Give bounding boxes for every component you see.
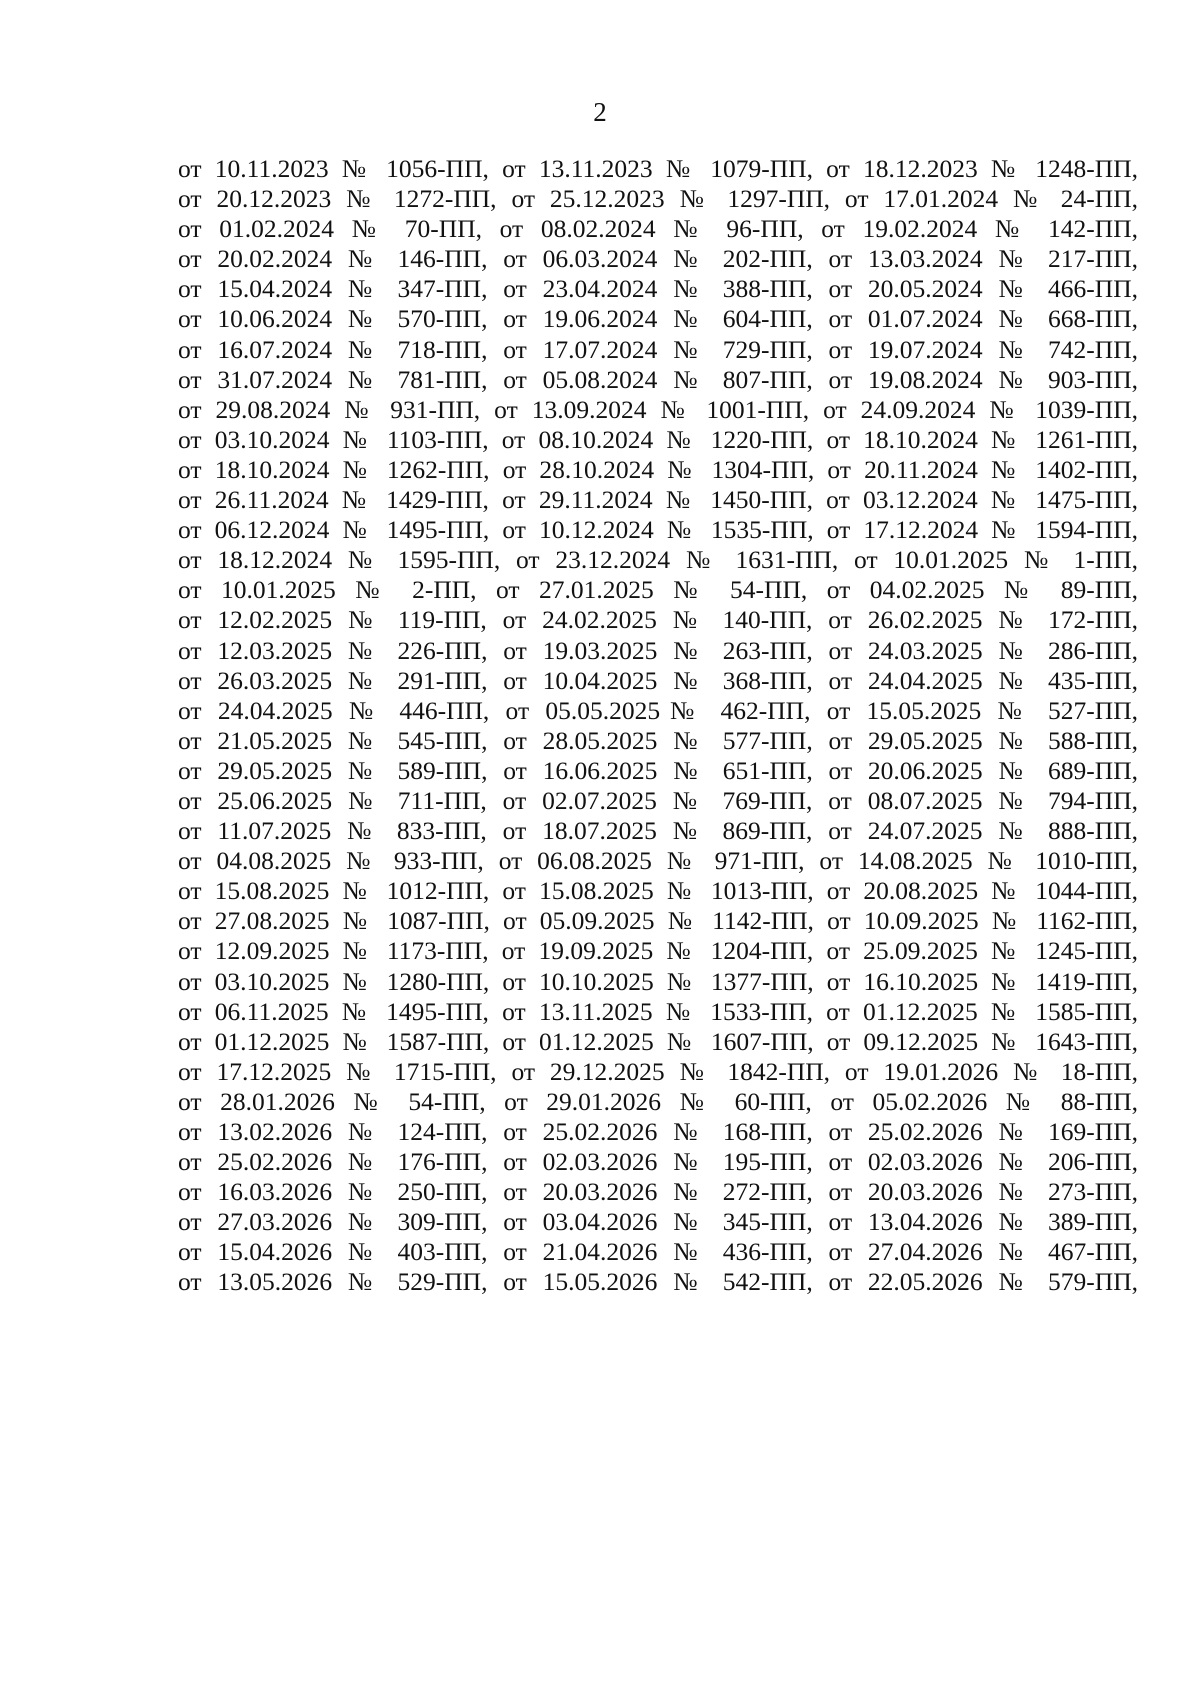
text-line: от 10.06.2024 № 570-ПП, от 19.06.2024 № 604-ПП, от 01.07.2024 № 668-ПП, [178, 304, 1138, 334]
text-line: от 25.02.2026 № 176-ПП, от 02.03.2026 № 195-ПП, от 02.03.2026 № 206-ПП, [178, 1147, 1138, 1177]
text-line: от 13.05.2026 № 529-ПП, от 15.05.2026 № 542-ПП, от 22.05.2026 № 579-ПП, [178, 1267, 1138, 1297]
text-line: от 26.03.2025 № 291-ПП, от 10.04.2025 № 368-ПП, от 24.04.2025 № 435-ПП, [178, 665, 1138, 695]
text-line: от 13.02.2026 № 124-ПП, от 25.02.2026 № 168-ПП, от 25.02.2026 № 169-ПП, [178, 1117, 1138, 1146]
text-line: от 12.03.2025 № 226-ПП, от 19.03.2025 № 263-ПП, от 24.03.2025 № 286-ПП, [178, 635, 1138, 665]
text-line: от 03.10.2024 № 1103-ПП, от 08.10.2024 № 1220-ПП, от 18.10.2024 № 1261-ПП, [178, 424, 1138, 454]
text-line: от 29.05.2025 № 589-ПП, от 16.06.2025 № 651-ПП, от 20.06.2025 № 689-ПП, [178, 755, 1138, 785]
text-line: от 11.07.2025 № 833-ПП, от 18.07.2025 № 869-ПП, от 24.07.2025 № 888-ПП, [178, 816, 1138, 846]
text-line: от 12.09.2025 № 1173-ПП, от 19.09.2025 № 1204-ПП, от 25.09.2025 № 1245-ПП, [178, 936, 1138, 966]
text-line: от 25.06.2025 № 711-ПП, от 02.07.2025 № 769-ПП, от 08.07.2025 № 794-ПП, [178, 785, 1138, 815]
text-line: от 28.01.2026 № 54-ПП, от 29.01.2026 № 60-ПП, от 05.02.2026 № 88-ПП, [178, 1086, 1138, 1116]
text-line: от 18.12.2024 № 1595-ПП, от 23.12.2024 № 1631-ПП, от 10.01.2025 № 1-ПП, [178, 545, 1138, 575]
text-line: от 10.11.2023 № 1056-ПП, от 13.11.2023 № 1079-ПП, от 18.12.2023 № 1248-ПП, [178, 154, 1138, 183]
text-line: от 17.12.2025 № 1715-ПП, от 29.12.2025 № 1842-ПП, от 19.01.2026 № 18-ПП, [178, 1056, 1138, 1086]
text-line: от 04.08.2025 № 933-ПП, от 06.08.2025 № 971-ПП, от 14.08.2025 № 1010-ПП, [178, 846, 1138, 876]
text-line: от 24.04.2025 № 446-ПП, от 05.05.2025№ 462-ПП, от 15.05.2025 № 527-ПП, [178, 695, 1138, 725]
text-line: от 06.11.2025 № 1495-ПП, от 13.11.2025 № 1533-ПП, от 01.12.2025 № 1585-ПП, [178, 996, 1138, 1026]
text-line: от 16.07.2024 № 718-ПП, от 17.07.2024 № 729-ПП, от 19.07.2024 № 742-ПП, [178, 334, 1138, 364]
text-line: от 16.03.2026 № 250-ПП, от 20.03.2026 № 272-ПП, от 20.03.2026 № 273-ПП, [178, 1177, 1138, 1207]
text-line: от 27.03.2026 № 309-ПП, от 03.04.2026 № 345-ПП, от 13.04.2026 № 389-ПП, [178, 1207, 1138, 1237]
text-line: от 10.01.2025 № 2-ПП, от 27.01.2025 № 54-ПП, от 04.02.2025 № 89-ПП, [178, 575, 1138, 605]
page-number: 2 [593, 97, 607, 127]
text-line: от 31.07.2024 № 781-ПП, от 05.08.2024 № 807-ПП, от 19.08.2024 № 903-ПП, [178, 364, 1138, 394]
text-line: от 01.12.2025 № 1587-ПП, от 01.12.2025 № 1607-ПП, от 09.12.2025 № 1643-ПП, [178, 1026, 1138, 1056]
text-line: от 18.10.2024 № 1262-ПП, от 28.10.2024 № 1304-ПП, от 20.11.2024 № 1402-ПП, [178, 454, 1138, 484]
text-line: от 03.10.2025 № 1280-ПП, от 10.10.2025 № 1377-ПП, от 16.10.2025 № 1419-ПП, [178, 966, 1138, 996]
text-line: от 20.02.2024 № 146-ПП, от 06.03.2024 № 202-ПП, от 13.03.2024 № 217-ПП, [178, 244, 1138, 274]
text-line: от 29.08.2024 № 931-ПП, от 13.09.2024 № 1001-ПП, от 24.09.2024 № 1039-ПП, [178, 394, 1138, 424]
text-line: от 21.05.2025 № 545-ПП, от 28.05.2025 № 577-ПП, от 29.05.2025 № 588-ПП, [178, 725, 1138, 755]
text-line: от 01.02.2024 № 70-ПП, от 08.02.2024 № 96-ПП, от 19.02.2024 № 142-ПП, [178, 214, 1138, 244]
text-line: от 15.04.2026 № 403-ПП, от 21.04.2026 № 436-ПП, от 27.04.2026 № 467-ПП, [178, 1237, 1138, 1267]
text-line: от 06.12.2024 № 1495-ПП, от 10.12.2024 № 1535-ПП, от 17.12.2024 № 1594-ПП, [178, 515, 1138, 545]
text-line: от 26.11.2024 № 1429-ПП, от 29.11.2024 № 1450-ПП, от 03.12.2024 № 1475-ПП, [178, 485, 1138, 515]
text-line: от 12.02.2025 № 119-ПП, от 24.02.2025 № 140-ПП, от 26.02.2025 № 172-ПП, [178, 605, 1138, 635]
text-line: от 15.08.2025 № 1012-ПП, от 15.08.2025 № 1013-ПП, от 20.08.2025 № 1044-ПП, [178, 876, 1138, 906]
text-line: от 27.08.2025 № 1087-ПП, от 05.09.2025 № 1142-ПП, от 10.09.2025 № 1162-ПП, [178, 906, 1138, 936]
text-line: от 20.12.2023 № 1272-ПП, от 25.12.2023 № 1297-ПП, от 17.01.2024 № 24-ПП, [178, 184, 1138, 214]
document-body [178, 154, 1138, 1298]
text-line: от 15.04.2024 № 347-ПП, от 23.04.2024 № 388-ПП, от 20.05.2024 № 466-ПП, [178, 274, 1138, 304]
